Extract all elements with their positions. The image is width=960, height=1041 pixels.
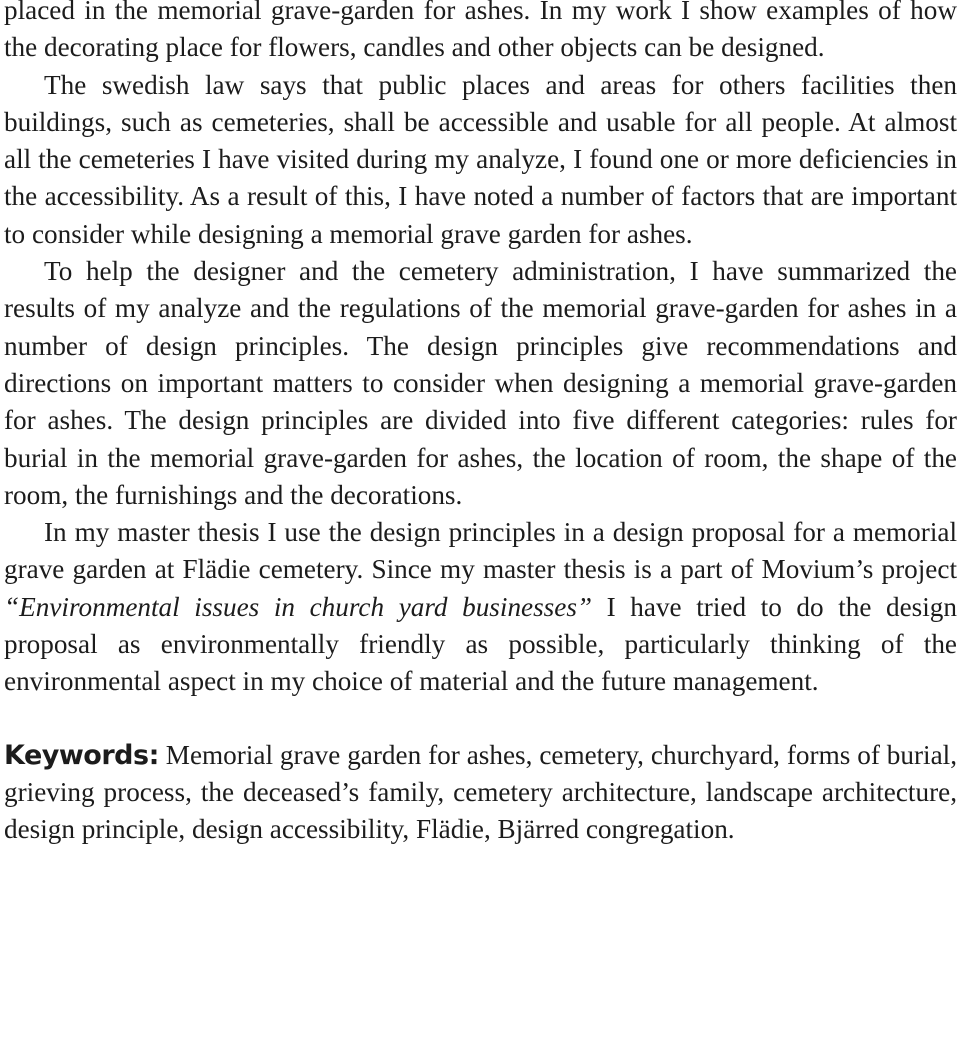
keywords-text: Memorial grave garden for ashes, cemetery, churchyard, forms of burial, grieving process, the deceased’s family, cemetery architecture, landscape architecture, design principle, design accessibility, Flädie, Bjärred congregation. xyxy=(4,739,957,845)
paragraph-continuation: placed in the memorial grave-garden for ashes. In my work I show examples of how the decorating place for flowers, candles and other objects can be designed. xyxy=(4,0,957,63)
paragraph-accessibility: The swedish law says that public places and areas for others facilities then buildings, such as cemeteries, shall be accessible and usable for all people. At almost all the cemeteries I have visited during my analyze, I found one or more deficiencies in the accessibility. As a result of this, I have noted a number of factors that are important to consider while designing a memorial grave garden for ashes. xyxy=(4,69,957,249)
document-page xyxy=(4,0,957,849)
keywords-paragraph xyxy=(4,737,957,849)
project-title: “Environmental issues in church yard businesses” xyxy=(4,591,593,622)
paragraph-design-principles: To help the designer and the cemetery administration, I have summarized the results of my analyze and the regulations of the memorial grave-garden for ashes in a number of design principles. The design principles give recommendations and directions on important matters to consider when designing a memorial grave-garden for ashes. The design principles are divided into five different categories: rules for burial in the memorial grave-garden for ashes, the location of room, the shape of the room, the furnishings and the decorations. xyxy=(4,256,957,510)
paragraph-master-thesis xyxy=(4,514,957,700)
thesis-text-start: In my master thesis I use the design principles in a design proposal for a memorial grave garden at Flädie cemetery. Since my master thesis is a part of Movium’s project xyxy=(4,517,957,585)
keywords-label: Keywords: xyxy=(4,739,159,771)
thesis-text-end: I have tried to do the design proposal as environmentally friendly as possible, particularly thinking of the environmental aspect in my choice of material and the future management. xyxy=(4,591,957,697)
